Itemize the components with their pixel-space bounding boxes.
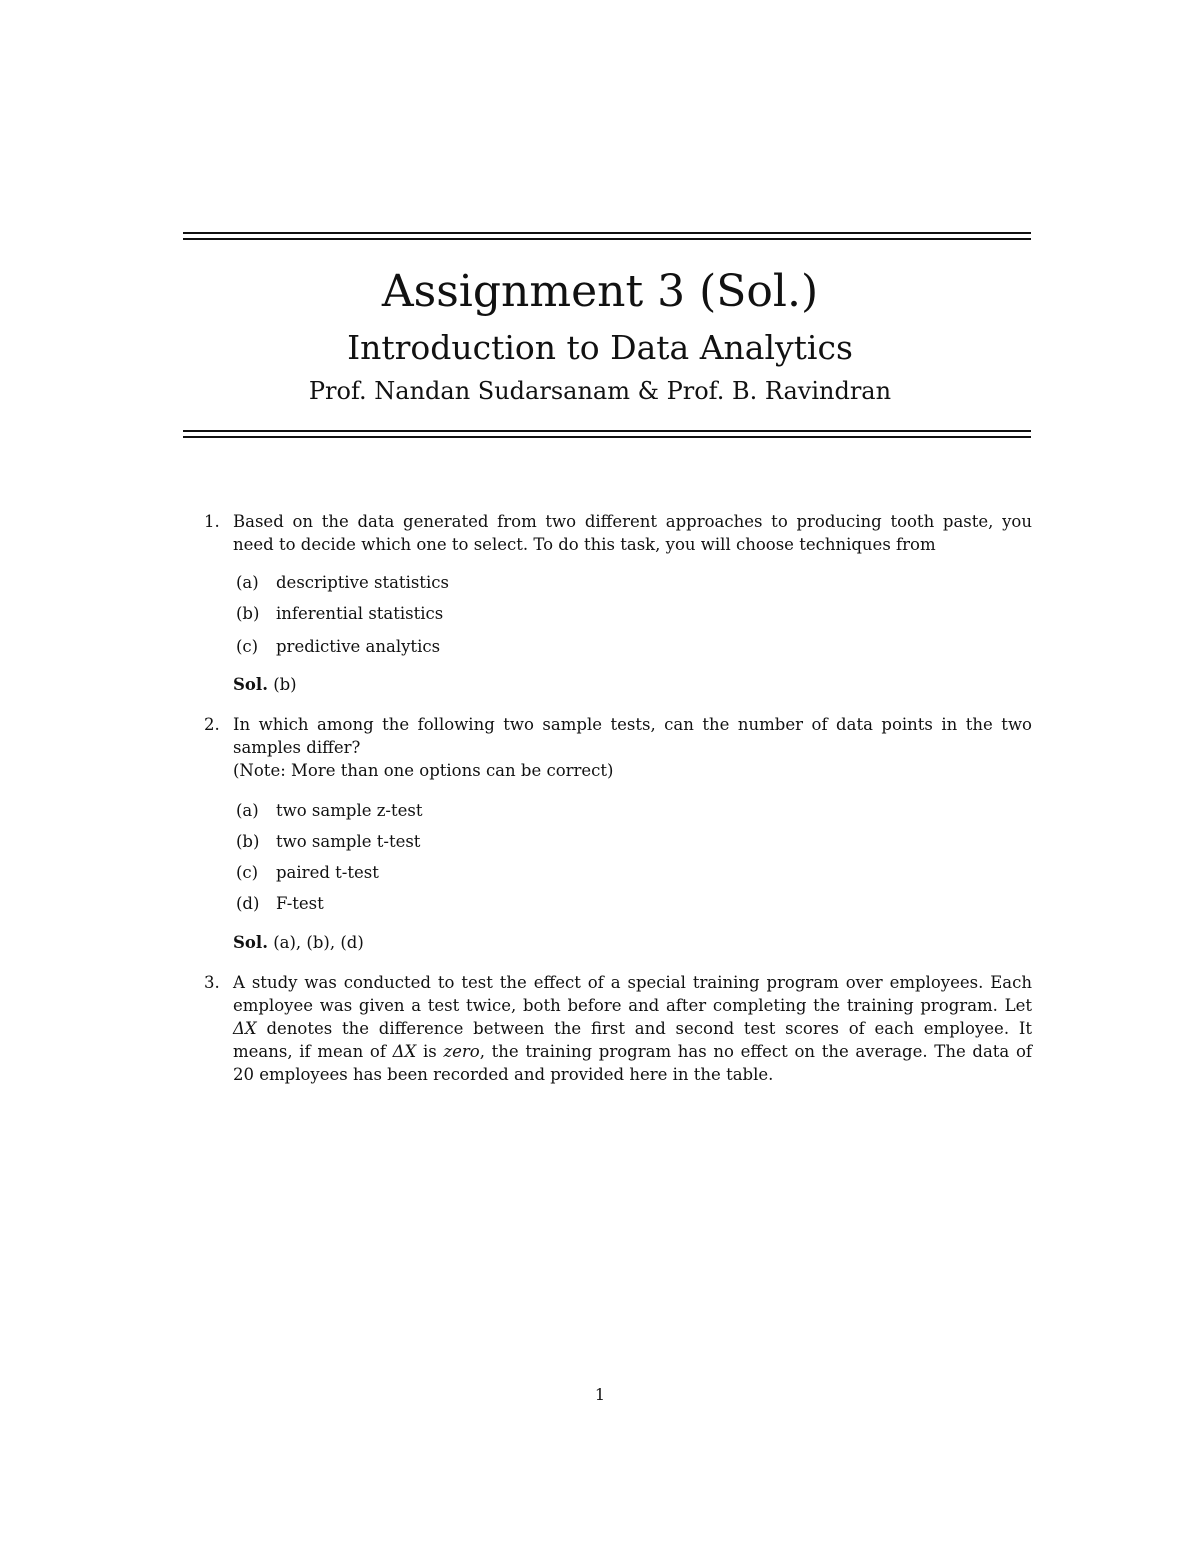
option-label: (b) xyxy=(236,832,260,851)
question-text-part: A study was conducted to test the effect of a special training program over employees. Each employee was given a test twice, both before and after completing the training program. Let xyxy=(233,973,1032,1015)
option xyxy=(236,635,440,658)
solution xyxy=(233,931,364,954)
zero-word: zero xyxy=(443,1042,480,1061)
bottom-rule-1 xyxy=(183,430,1031,432)
option-text: inferential statistics xyxy=(276,604,444,623)
option-label: (a) xyxy=(236,801,259,820)
option-label: (a) xyxy=(236,573,259,592)
question-number: 3. xyxy=(204,973,220,992)
option-label: (d) xyxy=(236,894,260,913)
question-number: 2. xyxy=(204,715,220,734)
solution xyxy=(233,673,297,696)
question-3 xyxy=(204,971,1032,1086)
delta-x-symbol: ΔX xyxy=(392,1042,417,1061)
option-label: (c) xyxy=(236,863,259,882)
option xyxy=(236,830,420,853)
top-rule-1 xyxy=(183,232,1031,234)
question-text-part: denotes the difference between the first and second test scores of each employee. It means, if mean of xyxy=(233,1019,1032,1061)
option xyxy=(236,799,423,822)
option-text: paired t-test xyxy=(276,863,379,882)
question-text: In which among the following two sample tests, can the number of data points in the two samples differ? xyxy=(233,715,1032,757)
document-title: Assignment 3 (Sol.) xyxy=(381,266,819,317)
solution-value: (b) xyxy=(273,675,297,694)
question-1 xyxy=(204,510,1032,556)
page-number: 1 xyxy=(594,1385,606,1404)
option-text: F-test xyxy=(276,894,324,913)
document-authors: Prof. Nandan Sudarsanam & Prof. B. Ravindran xyxy=(308,377,892,405)
option-text: two sample t-test xyxy=(276,832,421,851)
bottom-rule-2 xyxy=(183,436,1031,438)
question-number: 1. xyxy=(204,512,220,531)
question-text-part: is xyxy=(416,1042,444,1061)
question-text xyxy=(233,971,1032,1086)
option xyxy=(236,861,379,884)
question-note: (Note: More than one options can be correct) xyxy=(233,761,614,780)
solution-label: Sol. xyxy=(233,933,268,952)
question-2 xyxy=(204,713,1032,782)
top-rule-2 xyxy=(183,238,1031,240)
document-subtitle: Introduction to Data Analytics xyxy=(347,328,853,367)
option xyxy=(236,602,443,625)
option-text: predictive analytics xyxy=(276,637,441,656)
delta-x-symbol: ΔX xyxy=(233,1019,257,1038)
option-text: descriptive statistics xyxy=(276,573,449,592)
option-label: (b) xyxy=(236,604,260,623)
solution-label: Sol. xyxy=(233,675,268,694)
option-label: (c) xyxy=(236,637,259,656)
option xyxy=(236,892,324,915)
solution-value: (a), (b), (d) xyxy=(273,933,364,952)
question-text: Based on the data generated from two different approaches to producing tooth paste, you need to decide which one to select. To do this task, you will choose techniques from xyxy=(233,512,1032,554)
option-text: two sample z-test xyxy=(276,801,423,820)
question-text-part: , the training program has no effect on the average. The data of 20 employees has been recorded and provided here in the table. xyxy=(233,1042,1032,1084)
option xyxy=(236,571,449,594)
